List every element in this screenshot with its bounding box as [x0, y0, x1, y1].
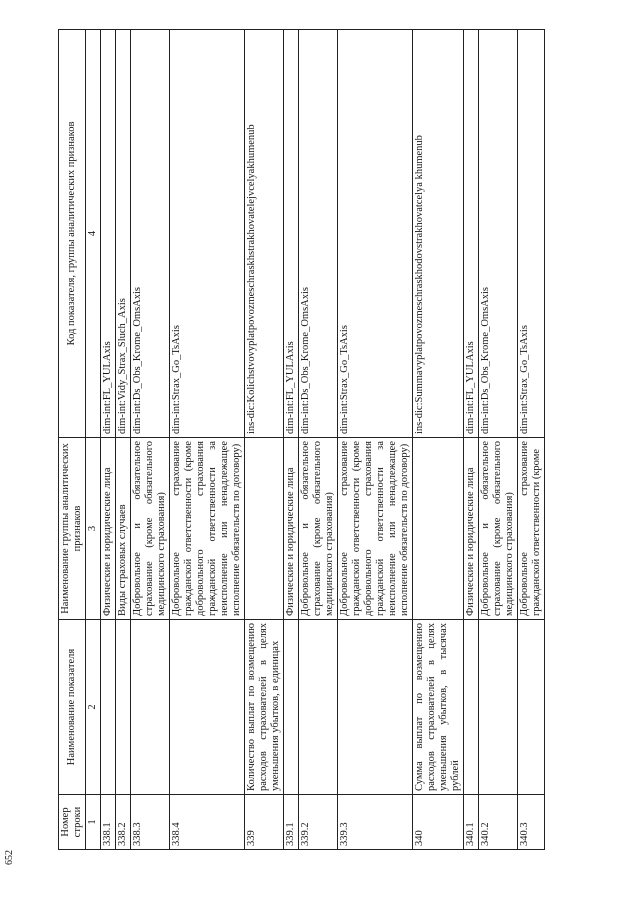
- row-number: 340.2: [479, 795, 518, 850]
- indicator-code: ins-dic:Kolichstvovyplatpovozmeschraskhstrakhovatelejvcelyakhumenub: [245, 30, 284, 438]
- column-number: 1: [86, 795, 101, 850]
- group-name: Виды страховых случаев: [116, 438, 131, 620]
- indicator-name: [101, 620, 116, 795]
- indicator-name: [284, 620, 299, 795]
- indicator-name: Количество выплат по возмещению расходов страхователей в целях уменьшения убытков, в единицах: [245, 620, 284, 795]
- row-number: 338.2: [116, 795, 131, 850]
- row-number: 339.2: [299, 795, 338, 850]
- column-number-row: [86, 30, 101, 850]
- group-name: Добровольное страхование гражданской ответственности (кроме добровольного страхования гражданской ответственности за неисполнение или ненадлежащее исполнение обязательств по договору): [170, 438, 245, 620]
- group-name: [413, 438, 464, 620]
- group-name: Добровольное и обязательное страхование (кроме обязательного медицинского страхования): [299, 438, 338, 620]
- table-row: [338, 30, 413, 850]
- indicator-name: [116, 620, 131, 795]
- indicator-code: dim-int:FL_YULAxis: [464, 30, 479, 438]
- indicator-name: [170, 620, 245, 795]
- row-number: 339.1: [284, 795, 299, 850]
- indicator-code: dim-int:Ds_Obs_Krome_OmsAxis: [479, 30, 518, 438]
- row-number: 338.4: [170, 795, 245, 850]
- indicator-code: dim-int:Ds_Obs_Krome_OmsAxis: [131, 30, 170, 438]
- indicator-code: dim-int:Strax_Go_TsAxis: [518, 30, 545, 438]
- table-row: [101, 30, 116, 850]
- table-row: [245, 30, 284, 850]
- header-row-number: Номер строки: [59, 795, 86, 850]
- indicator-code: dim-int:FL_YULAxis: [101, 30, 116, 438]
- header-group-name: Наименование группы аналитических признаков: [59, 438, 86, 620]
- indicator-name: [464, 620, 479, 795]
- row-number: 338.3: [131, 795, 170, 850]
- row-number: 340.1: [464, 795, 479, 850]
- table-row: [170, 30, 245, 850]
- group-name: Физические и юридические лица: [284, 438, 299, 620]
- group-name: Добровольное страхование гражданской ответственности (кроме: [518, 438, 545, 620]
- group-name: Добровольное и обязательное страхование (кроме обязательного медицинского страхования): [479, 438, 518, 620]
- group-name: Физические и юридические лица: [101, 438, 116, 620]
- table-row: [518, 30, 545, 850]
- page-number: 652: [4, 850, 15, 865]
- column-number: 2: [86, 620, 101, 795]
- indicator-code: dim-int:Strax_Go_TsAxis: [170, 30, 245, 438]
- table-header-row: [59, 30, 86, 850]
- column-number: 4: [86, 30, 101, 438]
- group-name: Физические и юридические лица: [464, 438, 479, 620]
- table-row: [284, 30, 299, 850]
- row-number: 340: [413, 795, 464, 850]
- row-number: 340.3: [518, 795, 545, 850]
- table-row: [116, 30, 131, 850]
- table-row: [131, 30, 170, 850]
- table-row: [479, 30, 518, 850]
- indicator-name: Сумма выплат по возмещению расходов страхователей в целях уменьшения убытков, в тысячах рублей: [413, 620, 464, 795]
- row-number: 339: [245, 795, 284, 850]
- group-name: Добровольное страхование гражданской ответственности (кроме добровольного страхования гражданской ответственности за неисполнение или ненадлежащее исполнение обязательств по договору): [338, 438, 413, 620]
- group-name: [245, 438, 284, 620]
- header-code: Код показателя, группы аналитических признаков: [59, 30, 86, 438]
- indicator-name: [131, 620, 170, 795]
- indicator-name: [518, 620, 545, 795]
- indicator-name: [479, 620, 518, 795]
- indicator-code: dim-int:Vidy_Strax_Sluch_Axis: [116, 30, 131, 438]
- indicator-code: ins-dic:Summavyplatpovozmeschraskhodovstrakhovatcelya khumenub: [413, 30, 464, 438]
- indicator-code: dim-int:FL_YULAxis: [284, 30, 299, 438]
- column-number: 3: [86, 438, 101, 620]
- indicator-name: [299, 620, 338, 795]
- row-number: 338.1: [101, 795, 116, 850]
- table-row: [464, 30, 479, 850]
- indicator-code: dim-int:Ds_Obs_Krome_OmsAxis: [299, 30, 338, 438]
- header-indicator-name: Наименование показателя: [59, 620, 86, 795]
- row-number: 339.3: [338, 795, 413, 850]
- table-row: [413, 30, 464, 850]
- indicator-name: [338, 620, 413, 795]
- table-row: [299, 30, 338, 850]
- group-name: Добровольное и обязательное страхование (кроме обязательного медицинского страхования): [131, 438, 170, 620]
- indicators-table: [58, 29, 545, 850]
- indicator-code: dim-int:Strax_Go_TsAxis: [338, 30, 413, 438]
